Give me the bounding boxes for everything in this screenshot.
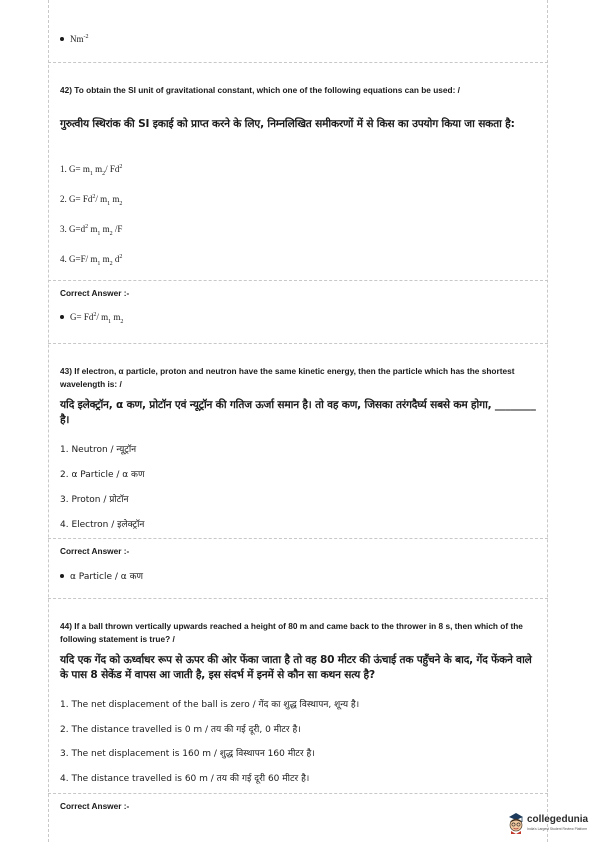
q44-option-3: 3. The net displacement is 160 m / शुद्ध विस्थापन 160 मीटर है। — [60, 749, 315, 759]
question-42-english: 42) To obtain the SI unit of gravitational constant, which one of the following equations can be used: / — [60, 85, 460, 95]
q44-correct-answer-label: Correct Answer :- — [60, 801, 130, 811]
q42-correct-answer-label: Correct Answer :- — [60, 288, 130, 298]
prev-correct-answer: $Nm^{-2}$ — [60, 34, 89, 44]
collegedunia-logo — [505, 808, 595, 838]
q44-option-4: 4. The distance travelled is 60 m / तय की गई दूरी 60 मीटर है। — [60, 774, 310, 784]
question-42-hindi: गुरुत्वीय स्थिरांक की SI इकाई को प्राप्त करने के लिए, निम्नलिखित समीकरणों में से किस का उपयोग किया जा सकता है: — [60, 118, 515, 130]
q43-correct-answer: α Particle / α कण — [60, 569, 143, 582]
student-mascot-icon — [507, 812, 525, 834]
q43-option-1: 1. Neutron / न्यूट्रॉन — [60, 445, 137, 455]
question-43-english: 43) If electron, α particle, proton and neutron have the same kinetic energy, then the particle which has the shortest wavelength is: / — [60, 366, 515, 389]
q43-option-3: 3. Proton / प्रोटॉन — [60, 495, 129, 505]
q42-option-4: 4. G=F/ $m_1$ $m_2$ $d^2$ — [60, 254, 123, 267]
separator — [48, 280, 548, 281]
q43-correct-answer-label: Correct Answer :- — [60, 546, 130, 556]
q44-option-2: 2. The distance travelled is 0 m / तय की गई दूरी, 0 मीटर है। — [60, 725, 301, 735]
q43-option-2: 2. α Particle / α कण — [60, 470, 145, 480]
logo-wordmark: collegedunia — [527, 814, 589, 825]
q42-option-3: 3. $G=d^2$ $m_1$ $m_2$ /F — [60, 224, 123, 237]
separator — [48, 62, 548, 63]
bullet-icon — [60, 315, 64, 319]
separator — [48, 538, 548, 539]
q42-option-1: 1. $G= m_1$ $m_2/$ Fd$^2$ — [60, 164, 123, 177]
q42-correct-answer: $G= Fd^2/$ $m_1$ $m_2$ — [60, 312, 123, 325]
question-44-hindi: यदि एक गेंद को ऊर्ध्वाधर रूप से ऊपर की ओर फेंका जाता है तो वह 80 मीटर की ऊंचाई तक पहुँचने के बाद, गेंद फेंकने वाले के पास 8 सेकेंड में वापस आ जाती है, इस संदर्भ में इनमें से कौन सा कथन सत्य है? — [60, 654, 532, 681]
separator — [48, 598, 548, 599]
q42-option-2: 2. $G= Fd^2/$ $m_1$ $m_2$ — [60, 194, 123, 207]
question-44-english: 44) If a ball thrown vertically upwards reached a height of 80 m and came back to the thrower in 8 s, then which of the following statement is true? / — [60, 621, 523, 644]
bullet-icon — [60, 37, 64, 41]
bullet-icon — [60, 574, 64, 578]
separator — [48, 793, 548, 794]
logo-tagline: India's Largest Student Review Platform — [527, 827, 588, 831]
q44-option-1: 1. The net displacement of the ball is zero / गेंद का शुद्ध विस्थापन, शून्य है। — [60, 700, 360, 710]
question-43-hindi: यदि इलेक्ट्रॉन, α कण, प्रोटॉन एवं न्यूट्रॉन की गतिज ऊर्जा समान है। तो वह कण, जिसका तरंगदैर्घ्य सबसे कम होगा, ________ है। — [60, 399, 536, 426]
separator — [48, 343, 548, 344]
q43-option-4: 4. Electron / इलेक्ट्रॉन — [60, 520, 145, 530]
